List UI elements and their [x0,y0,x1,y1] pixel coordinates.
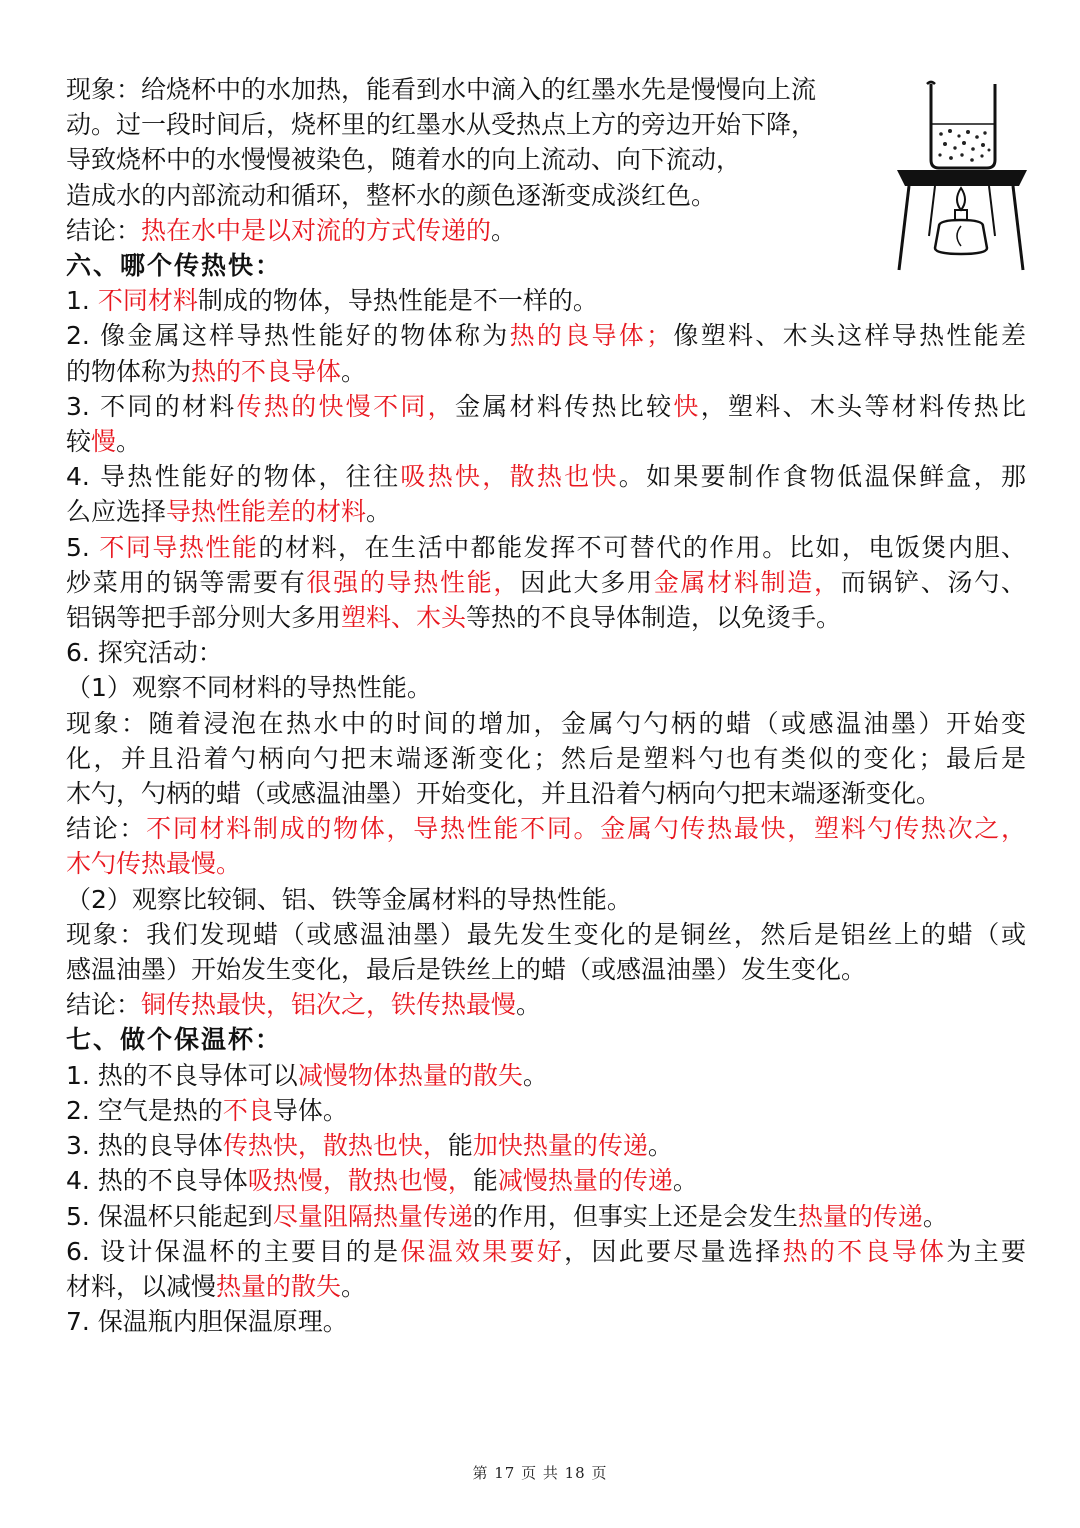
body-text: 。 [516,990,542,1020]
body-text: 为主要 [946,1236,1026,1266]
highlight-text: 热的良导体； [509,321,672,351]
body-text: 化，并且沿着勺柄向勺把末端逐渐变化；然后是塑料勺也有类似的变化；最后是 [66,743,1026,773]
body-text: 炒菜用的锅等需要有 [66,567,307,597]
highlight-text: 热在水中是以对流的方式传递的 [141,215,492,245]
body-text: 现象：我们发现蜡（或感温油墨）最先发生变化的是铜丝，然后是铝丝上的蜡（或 [66,919,1026,949]
highlight-text: 减慢热量的传递 [497,1166,673,1196]
body-text: 2. 像金属这样导热性能好的物体称为 [66,321,510,351]
highlight-text: 快 [673,391,701,421]
text-line [66,670,1026,705]
text-line [66,917,1026,952]
text-line [66,565,1026,600]
text-line [66,530,1026,565]
body-text: 。 [116,427,142,457]
body-text: 而锅铲、汤勺、 [840,567,1026,597]
highlight-text: 不同材料制成的物体，导热性能不同。金属勺传热最快，塑料勺传热次之， [146,814,1026,844]
text-line [66,389,1026,424]
body-text: 造成水的内部流动和循环，整杯水的颜色逐渐变成淡红色。 [66,180,717,210]
text-line [66,354,1026,389]
body-text: ，因此要尽量选择 [564,1236,783,1266]
body-text: 等热的不良导体制造，以免烫手。 [466,603,842,633]
body-text: 2. 空气是热的 [66,1095,223,1125]
text-line [66,283,1026,318]
highlight-text: 吸热快，散热也快 [400,462,619,492]
body-text: 的作用，但事实上还是会发生 [472,1201,798,1231]
text-line [66,600,1026,635]
body-text: 。 [672,1166,698,1196]
body-text: 结论： [66,215,142,245]
highlight-text: 传热的快慢不同， [236,391,455,421]
body-text: 结论： [66,990,142,1020]
text-line [66,107,896,142]
body-text: 么应选择 [66,497,167,527]
body-text: 材料，以减慢 [66,1271,217,1301]
text-line [66,72,896,107]
body-text: 因此大多用 [520,567,654,597]
text-line [66,846,1026,881]
text-line [66,459,1026,494]
text-line [66,1234,1026,1269]
body-text: 5. [66,532,100,562]
text-line [66,213,896,248]
body-text: 导体。 [272,1095,348,1125]
text-line [66,494,1026,529]
body-text: 结论： [66,814,147,844]
highlight-text: 加快热量的传递 [472,1131,648,1161]
body-text: 。 [522,1060,548,1090]
highlight-text: 不同导热性能 [99,532,259,562]
body-text: 4. 热的不良导体 [66,1166,248,1196]
body-text: 金属材料传热比较 [454,391,674,421]
body-text: ，塑料、木头等材料传热比 [700,391,1026,421]
highlight-text: 传热快，散热也快， [222,1131,448,1161]
highlight-text: 吸热慢，散热也慢， [247,1166,473,1196]
text-line [66,1199,1026,1234]
body-text: 制成的物体，导热性能是不一样的。 [197,286,598,316]
highlight-text: 金属材料制造， [653,567,841,597]
highlight-text: 木勺传热最慢。 [66,849,242,879]
text-line [66,1269,1026,1304]
body-text: （2）观察比较铜、铝、铁等金属材料的导热性能。 [66,884,632,914]
highlight-text: 塑料、木头 [341,603,467,633]
section-heading [66,248,1026,283]
text-line [66,424,1026,459]
text-line [66,178,896,213]
body-text: 能 [472,1166,498,1196]
body-text: 动。过一段时间后，烧杯里的红墨水从受热点上方的旁边开始下降， [66,110,817,140]
body-text: 。 [366,497,392,527]
section-heading [66,1022,1026,1057]
highlight-text: 很强的导热性能， [306,567,521,597]
body-text: 4. 导热性能好的物体，往往 [66,462,401,492]
text-line [66,142,896,177]
page-footer: 第 17 页 共 18 页 [472,1464,608,1482]
highlight-text: 减慢物体热量的散失 [297,1060,523,1090]
body-text: 6. 设计保温杯的主要目的是 [66,1236,401,1266]
body-text: 6. 探究活动： [66,638,223,668]
highlight-text: 热的不良导体 [782,1236,947,1266]
body-text: 。 [341,356,367,386]
text-line [66,987,1026,1022]
body-text: 的物体称为 [66,356,192,386]
body-text: （1）观察不同材料的导热性能。 [66,673,432,703]
body-text: 导致烧杯中的水慢慢被染色，随着水的向上流动、向下流动， [66,145,742,175]
body-text: 。 [647,1131,673,1161]
text-line [66,706,1026,741]
highlight-text: 导热性能差的材料 [166,497,367,527]
text-line [66,776,1026,811]
text-line [66,1058,1026,1093]
text-line [66,882,1026,917]
text-line [66,1128,1026,1163]
body-text: 7. 保温瓶内胆保温原理。 [66,1307,348,1337]
body-text: 感温油墨）开始发生变化，最后是铁丝上的蜡（或感温油墨）发生变化。 [66,955,867,985]
body-text: 1. [66,286,98,316]
body-text: 3. 不同的材料 [66,391,237,421]
text-line [66,741,1026,776]
body-text: 较 [66,427,92,457]
body-text: 铝锅等把手部分则大多用 [66,603,342,633]
text-line [66,811,1026,846]
highlight-text: 热量的传递 [797,1201,923,1231]
body-text: 。 [341,1271,367,1301]
highlight-text: 不良 [222,1095,273,1125]
highlight-text: 慢 [91,427,117,457]
body-text: 。 [491,215,517,245]
text-line [66,1304,1026,1339]
text-line [66,952,1026,987]
highlight-text: 尽量阻隔热量传递 [272,1201,473,1231]
highlight-text: 热的不良导体 [191,356,342,386]
body-text: 5. 保温杯只能起到 [66,1201,273,1231]
body-text: 现象：随着浸泡在热水中的时间的增加，金属勺勺柄的蜡（或感温油墨）开始变 [66,708,1026,738]
body-text: 现象：给烧杯中的水加热，能看到水中滴入的红墨水先是慢慢向上流 [66,75,817,104]
document-body [66,72,1026,1339]
body-text: 。 [922,1201,948,1231]
text-line [66,635,1026,670]
text-line [66,1093,1026,1128]
highlight-text: 保温效果要好 [400,1236,565,1266]
body-text: 能 [447,1131,473,1161]
text-line [66,1163,1026,1198]
body-text: 。如果要制作食物低温保鲜盒，那 [618,462,1026,492]
highlight-text: 铜传热最快，铝次之，铁传热最慢 [141,990,517,1020]
highlight-text: 热量的散失 [216,1271,342,1301]
body-text: 像塑料、木头这样导热性能差 [671,321,1026,351]
body-text: 的材料，在生活中都能发挥不可替代的作用。比如，电饭煲内胆、 [258,532,1026,562]
body-text: 木勺，勺柄的蜡（或感温油墨）开始变化，并且沿着勺柄向勺把末端逐渐变化。 [66,779,942,809]
body-text: 七、做个保温杯： [66,1025,283,1055]
body-text: 1. 热的不良导体可以 [66,1060,298,1090]
highlight-text: 不同材料 [97,286,198,316]
body-text: 六、哪个传热快： [66,251,283,281]
body-text: 3. 热的良导体 [66,1131,223,1161]
beaker-heating-illustration [895,76,1027,272]
text-line [66,318,1026,353]
